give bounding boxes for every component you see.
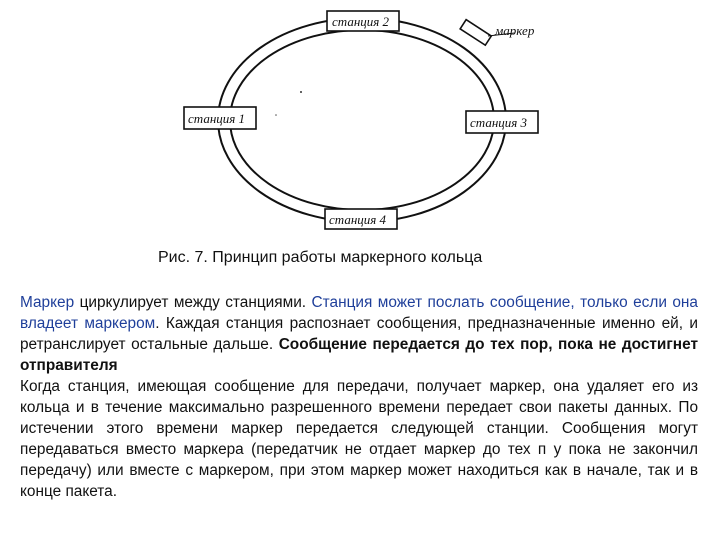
bold-rule: Сообщение передается до тех пор, пока не достигнет отправителя: [20, 336, 698, 374]
svg-text:маркер: маркер: [495, 23, 535, 38]
station-4: [325, 209, 397, 229]
station-2: [327, 11, 399, 31]
text-span: циркулирует между станциями.: [74, 294, 312, 311]
ring-inner: [230, 30, 494, 210]
body-text: [20, 292, 698, 502]
speck-dot: [300, 91, 302, 93]
svg-text:станция 2: станция 2: [332, 14, 390, 29]
term-marker: Маркер: [20, 294, 75, 311]
figure-caption: Рис. 7. Принцип работы маркерного кольца: [158, 249, 483, 266]
highlight-rule: Станция может послать сообщение, только если она владеет маркером: [20, 294, 698, 332]
speck-dot: [275, 114, 277, 116]
svg-text:станция 3: станция 3: [470, 115, 528, 130]
ring-outer: [218, 18, 506, 222]
paragraph-1: [20, 292, 698, 376]
text-span: . Каждая станция распознает сообщения, предназначенные именно ей, и ретранслирует остальные дальше.: [20, 315, 698, 353]
marker-token: [460, 20, 535, 46]
station-3: [466, 111, 538, 133]
token-ring-diagram: [0, 0, 720, 240]
svg-text:станция 4: станция 4: [329, 212, 387, 227]
svg-text:станция 1: станция 1: [188, 111, 246, 126]
station-1: [184, 107, 256, 129]
paragraph-2: Когда станция, имеющая сообщение для передачи, получает маркер, она удаляет его из кольца и в течение максимально разрешенного времени передает свои пакеты данных. По истечении этого времени маркер передается следующей станции. Сообщения могут передаваться вместо маркера (передатчик не отдает маркер до тех п у пока не закончил передачу) или вместе с маркером, при этом маркер может находиться как в начале, так и в конце пакета.: [20, 378, 698, 500]
